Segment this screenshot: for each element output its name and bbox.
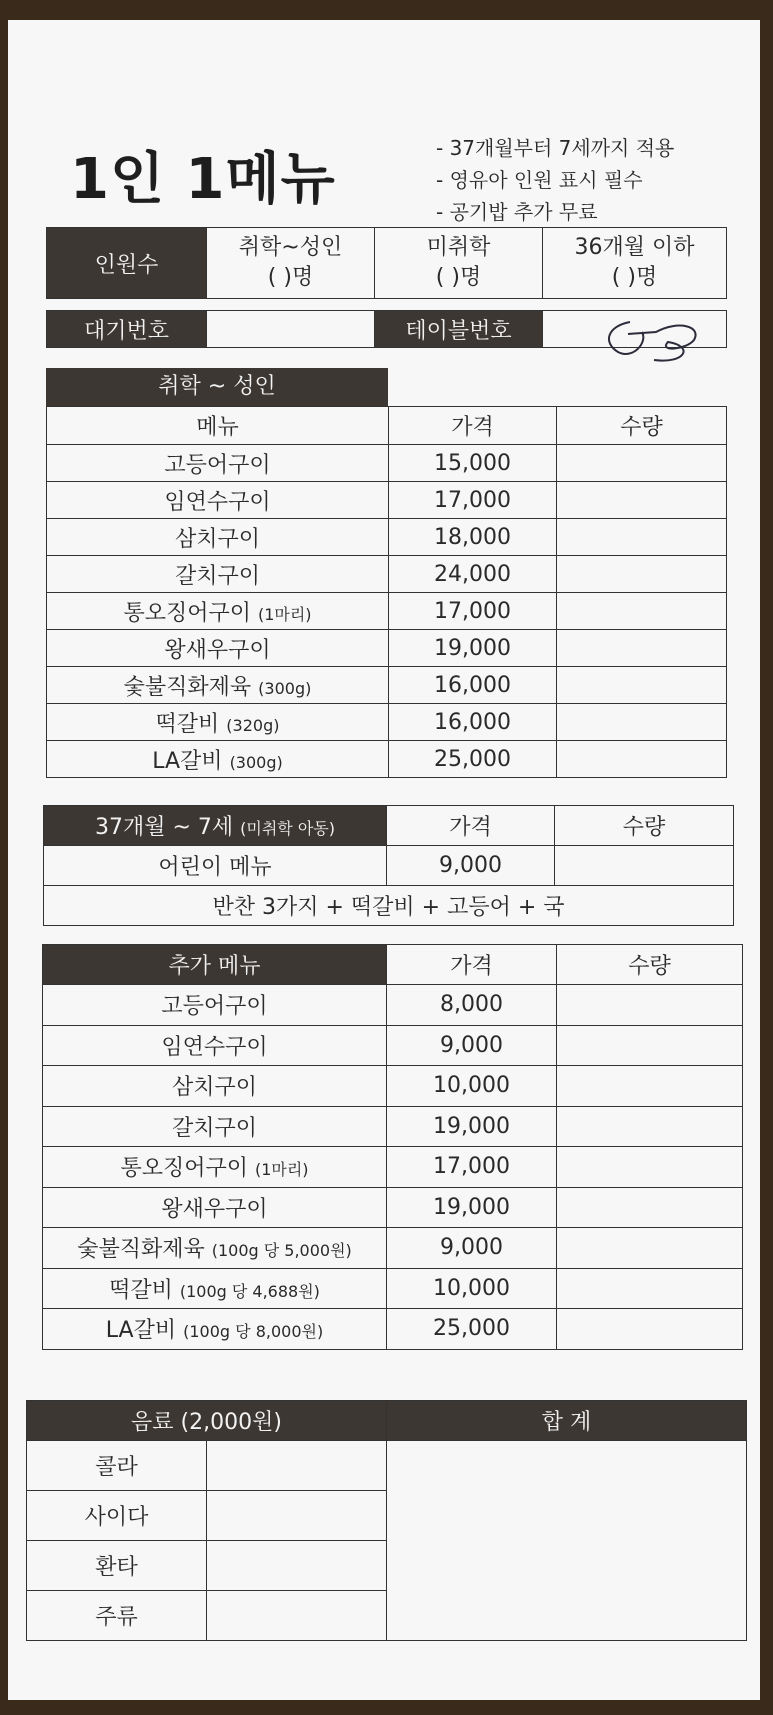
note-item: - 공기밥 추가 무료 (436, 200, 598, 224)
menu-row (43, 1025, 743, 1066)
wait-number-field[interactable] (207, 311, 375, 348)
menu-item-qty[interactable] (557, 704, 727, 741)
menu-row (47, 593, 727, 630)
total-header: 합 계 (387, 1401, 747, 1441)
menu-row (47, 667, 727, 704)
group-name: 36개월 이하 (574, 235, 695, 260)
menu-row (43, 1187, 743, 1228)
kids-section-title: 37개월 ~ 7세 (94, 815, 234, 840)
menu-name: 임연수구이 (161, 1034, 268, 1060)
kids-menu-table (43, 805, 734, 926)
menu-item-qty[interactable] (557, 741, 727, 778)
menu-item-price: 9,000 (387, 1228, 557, 1269)
menu-row (43, 1066, 743, 1107)
menu-item-price: 19,000 (387, 1106, 557, 1147)
menu-row (47, 630, 727, 667)
kids-menu-price: 9,000 (387, 846, 555, 886)
menu-name: 고등어구이 (161, 994, 268, 1020)
menu-note: (100g 당 5,000원) (211, 1241, 352, 1261)
col-price-header: 가격 (387, 945, 557, 985)
kids-menu-description: 반찬 3가지 + 떡갈비 + 고등어 + 국 (44, 886, 734, 926)
menu-item-name (47, 482, 389, 519)
headcount-label: 인원수 (47, 228, 207, 299)
order-sheet (8, 20, 760, 1700)
menu-item-price: 15,000 (389, 445, 557, 482)
menu-item-name (47, 630, 389, 667)
headcount-adult[interactable] (207, 228, 375, 299)
group-count-field: ( )명 (267, 265, 314, 290)
headcount-table (46, 227, 727, 299)
menu-item-qty[interactable] (557, 630, 727, 667)
menu-item-price: 18,000 (389, 519, 557, 556)
menu-item-qty[interactable] (557, 1147, 743, 1188)
group-name: 취학~성인 (238, 235, 343, 260)
notes-list (436, 132, 674, 228)
menu-note: (300g) (258, 678, 312, 698)
menu-name: 통오징어구이 (123, 600, 251, 626)
menu-item-qty[interactable] (557, 1025, 743, 1066)
menu-name: 임연수구이 (164, 489, 271, 515)
menu-name: 떡갈비 (155, 711, 220, 737)
menu-item-name (43, 1147, 387, 1188)
menu-name: 갈치구이 (174, 563, 260, 589)
menu-row (47, 445, 727, 482)
menu-name: 통오징어구이 (120, 1156, 248, 1182)
menu-item-price: 10,000 (387, 1066, 557, 1107)
menu-item-qty[interactable] (557, 985, 743, 1026)
group-count-field: ( )명 (611, 265, 658, 290)
menu-row (47, 741, 727, 778)
menu-item-price: 19,000 (389, 630, 557, 667)
drink-name: 주류 (27, 1591, 207, 1641)
menu-row (43, 1268, 743, 1309)
menu-item-price: 24,000 (389, 556, 557, 593)
kids-menu-qty[interactable] (555, 846, 734, 886)
menu-item-price: 16,000 (389, 704, 557, 741)
note-item: - 영유아 인원 표시 필수 (436, 168, 643, 192)
menu-item-name (47, 445, 389, 482)
menu-item-name (43, 1187, 387, 1228)
menu-row (47, 704, 727, 741)
drink-qty[interactable] (207, 1591, 387, 1641)
menu-item-qty[interactable] (557, 1187, 743, 1228)
menu-note: (100g 당 8,000원) (183, 1322, 324, 1342)
menu-note: (1마리) (254, 1160, 309, 1180)
extra-section-header: 추가 메뉴 (43, 945, 387, 985)
menu-row (47, 556, 727, 593)
menu-item-price: 25,000 (389, 741, 557, 778)
menu-note: (320g) (226, 715, 280, 735)
menu-item-qty[interactable] (557, 1228, 743, 1269)
menu-item-price: 19,000 (387, 1187, 557, 1228)
handwritten-table-number (598, 312, 718, 362)
menu-item-name (43, 1228, 387, 1269)
menu-item-name (47, 519, 389, 556)
menu-item-qty[interactable] (557, 593, 727, 630)
menu-item-name (43, 985, 387, 1026)
drink-name: 환타 (27, 1541, 207, 1591)
menu-name: 숯불직화제육 (123, 674, 252, 700)
menu-name: 숯불직화제육 (77, 1237, 205, 1263)
col-price-header: 가격 (389, 407, 557, 445)
menu-item-price: 25,000 (387, 1309, 557, 1350)
group-count-field: ( )명 (435, 265, 482, 290)
menu-item-qty[interactable] (557, 1106, 743, 1147)
menu-row (43, 1147, 743, 1188)
menu-name: 왕새우구이 (161, 1196, 268, 1222)
drink-qty[interactable] (207, 1541, 387, 1591)
menu-note: (100g 당 4,688원) (179, 1281, 320, 1301)
table-number-label: 테이블번호 (375, 311, 543, 348)
menu-item-name (43, 1268, 387, 1309)
note-item: - 37개월부터 7세까지 적용 (436, 136, 675, 160)
kids-section-header (44, 806, 387, 846)
col-qty-header: 수량 (557, 407, 727, 445)
menu-item-name (47, 593, 389, 630)
menu-name: LA갈비 (105, 1318, 177, 1344)
group-name: 미취학 (426, 235, 491, 260)
menu-item-name (43, 1309, 387, 1350)
menu-row (47, 519, 727, 556)
menu-item-price: 16,000 (389, 667, 557, 704)
menu-row (43, 985, 743, 1026)
menu-name: 삼치구이 (171, 1075, 257, 1101)
menu-name: 삼치구이 (174, 526, 260, 552)
drinks-section-header: 음료 (2,000원) (27, 1401, 387, 1441)
menu-name: 왕새우구이 (164, 637, 271, 663)
adult-menu-table (46, 406, 727, 778)
drink-qty[interactable] (207, 1491, 387, 1541)
menu-name: 고등어구이 (164, 452, 271, 478)
menu-item-price: 10,000 (387, 1268, 557, 1309)
menu-item-name (47, 667, 389, 704)
menu-row (43, 1228, 743, 1269)
headcount-preschool[interactable] (375, 228, 543, 299)
menu-item-qty[interactable] (557, 1268, 743, 1309)
menu-item-price: 9,000 (387, 1025, 557, 1066)
menu-item-name (47, 704, 389, 741)
menu-note: (300g) (229, 752, 283, 772)
menu-name: 떡갈비 (109, 1277, 173, 1303)
drink-qty[interactable] (207, 1441, 387, 1491)
menu-name: LA갈비 (152, 748, 223, 774)
drink-name: 콜라 (27, 1441, 207, 1491)
menu-item-qty[interactable] (557, 1066, 743, 1107)
menu-row (43, 1309, 743, 1350)
menu-item-name (47, 741, 389, 778)
menu-item-qty[interactable] (557, 482, 727, 519)
menu-item-qty[interactable] (557, 667, 727, 704)
menu-item-price: 17,000 (389, 593, 557, 630)
drinks-table (26, 1400, 747, 1641)
col-qty-header: 수량 (557, 945, 743, 985)
menu-note: (1마리) (257, 604, 312, 624)
menu-item-qty[interactable] (557, 445, 727, 482)
menu-row (43, 1106, 743, 1147)
extra-menu-table (42, 944, 743, 1350)
menu-row (47, 482, 727, 519)
total-field[interactable] (387, 1441, 747, 1641)
menu-item-price: 8,000 (387, 985, 557, 1026)
headcount-infant[interactable] (543, 228, 727, 299)
menu-item-qty[interactable] (557, 556, 727, 593)
kids-menu-name: 어린이 메뉴 (44, 846, 387, 886)
menu-name: 갈치구이 (171, 1115, 257, 1141)
menu-item-name (43, 1066, 387, 1107)
kids-section-note: (미취학 아동) (240, 819, 336, 838)
adult-section-header: 취학 ~ 성인 (46, 368, 388, 406)
menu-item-name (43, 1025, 387, 1066)
page-title: 1인 1메뉴 (70, 147, 336, 212)
col-qty-header: 수량 (555, 806, 734, 846)
menu-item-price: 17,000 (389, 482, 557, 519)
col-price-header: 가격 (387, 806, 555, 846)
drink-name: 사이다 (27, 1491, 207, 1541)
wait-number-label: 대기번호 (47, 311, 207, 348)
menu-item-qty[interactable] (557, 1309, 743, 1350)
menu-item-name (47, 556, 389, 593)
menu-item-qty[interactable] (557, 519, 727, 556)
menu-item-price: 17,000 (387, 1147, 557, 1188)
menu-item-name (43, 1106, 387, 1147)
col-menu-header: 메뉴 (47, 407, 389, 445)
